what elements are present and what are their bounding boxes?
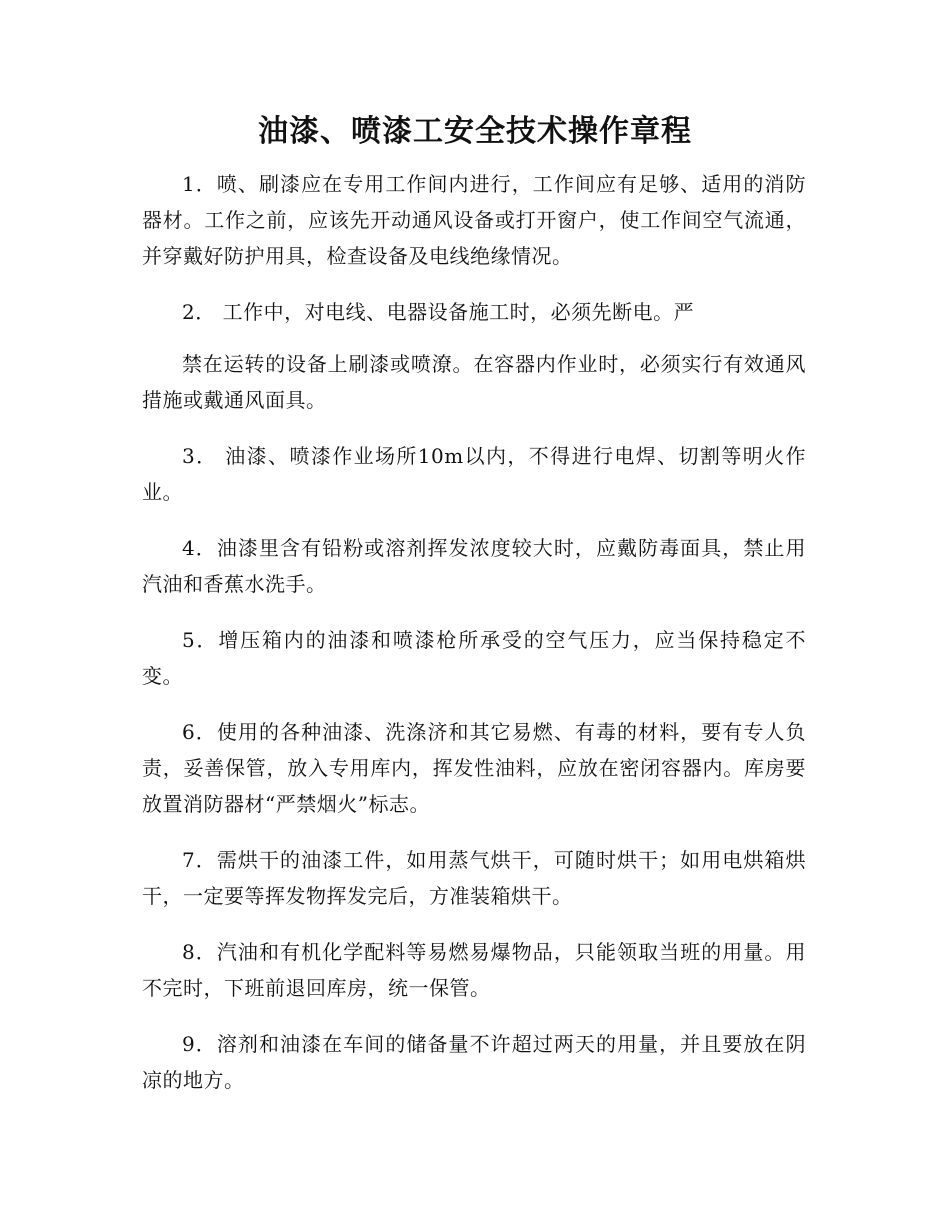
paragraph-5: 5．增压箱内的油漆和喷漆枪所承受的空气压力，应当保持稳定不变。	[142, 628, 806, 688]
paragraph-1: 1．喷、刷漆应在专用工作间内进行，工作间应有足够、适用的消防器材。工作之前，应该先开动通风设备或打开窗户，使工作间空气流通，并穿戴好防护用具，检查设备及电线绝缘情况。	[142, 172, 806, 268]
document-title: 油漆、喷漆工安全技术操作章程	[258, 114, 692, 149]
paragraph-3: 3． 油漆、喷漆作业场所10m以内，不得进行电焊、切割等明火作业。	[142, 444, 806, 504]
paragraph-2: 2． 工作中，对电线、电器设备施工时，必须先断电。严	[182, 300, 695, 324]
paragraph-7: 7．需烘干的油漆工件，如用蒸气烘干，可随时烘干；如用电烘箱烘干，一定要等挥发物挥发完后，方准装箱烘干。	[142, 848, 806, 908]
paragraph-4: 4．油漆里含有铅粉或溶剂挥发浓度较大时，应戴防毒面具，禁止用汽油和香蕉水洗手。	[142, 536, 806, 596]
paragraph-9: 9．溶剂和油漆在车间的储备量不许超过两天的用量，并且要放在阴凉的地方。	[142, 1032, 806, 1092]
paragraph-2-continued: 禁在运转的设备上刷漆或喷潦。在容器内作业时，必须实行有效通风措施或戴通风面具。	[142, 352, 806, 412]
document-body	[142, 166, 806, 1118]
paragraph-8: 8．汽油和有机化学配料等易燃易爆物品，只能领取当班的用量。用不完时，下班前退回库房，统一保管。	[142, 940, 806, 1000]
paragraph-6: 6．使用的各种油漆、洗涤济和其它易燃、有毒的材料，要有专人负责，妥善保管，放入专用库内，挥发性油料，应放在密闭容器内。库房要放置消防器材“严禁烟火”标志。	[142, 720, 806, 816]
